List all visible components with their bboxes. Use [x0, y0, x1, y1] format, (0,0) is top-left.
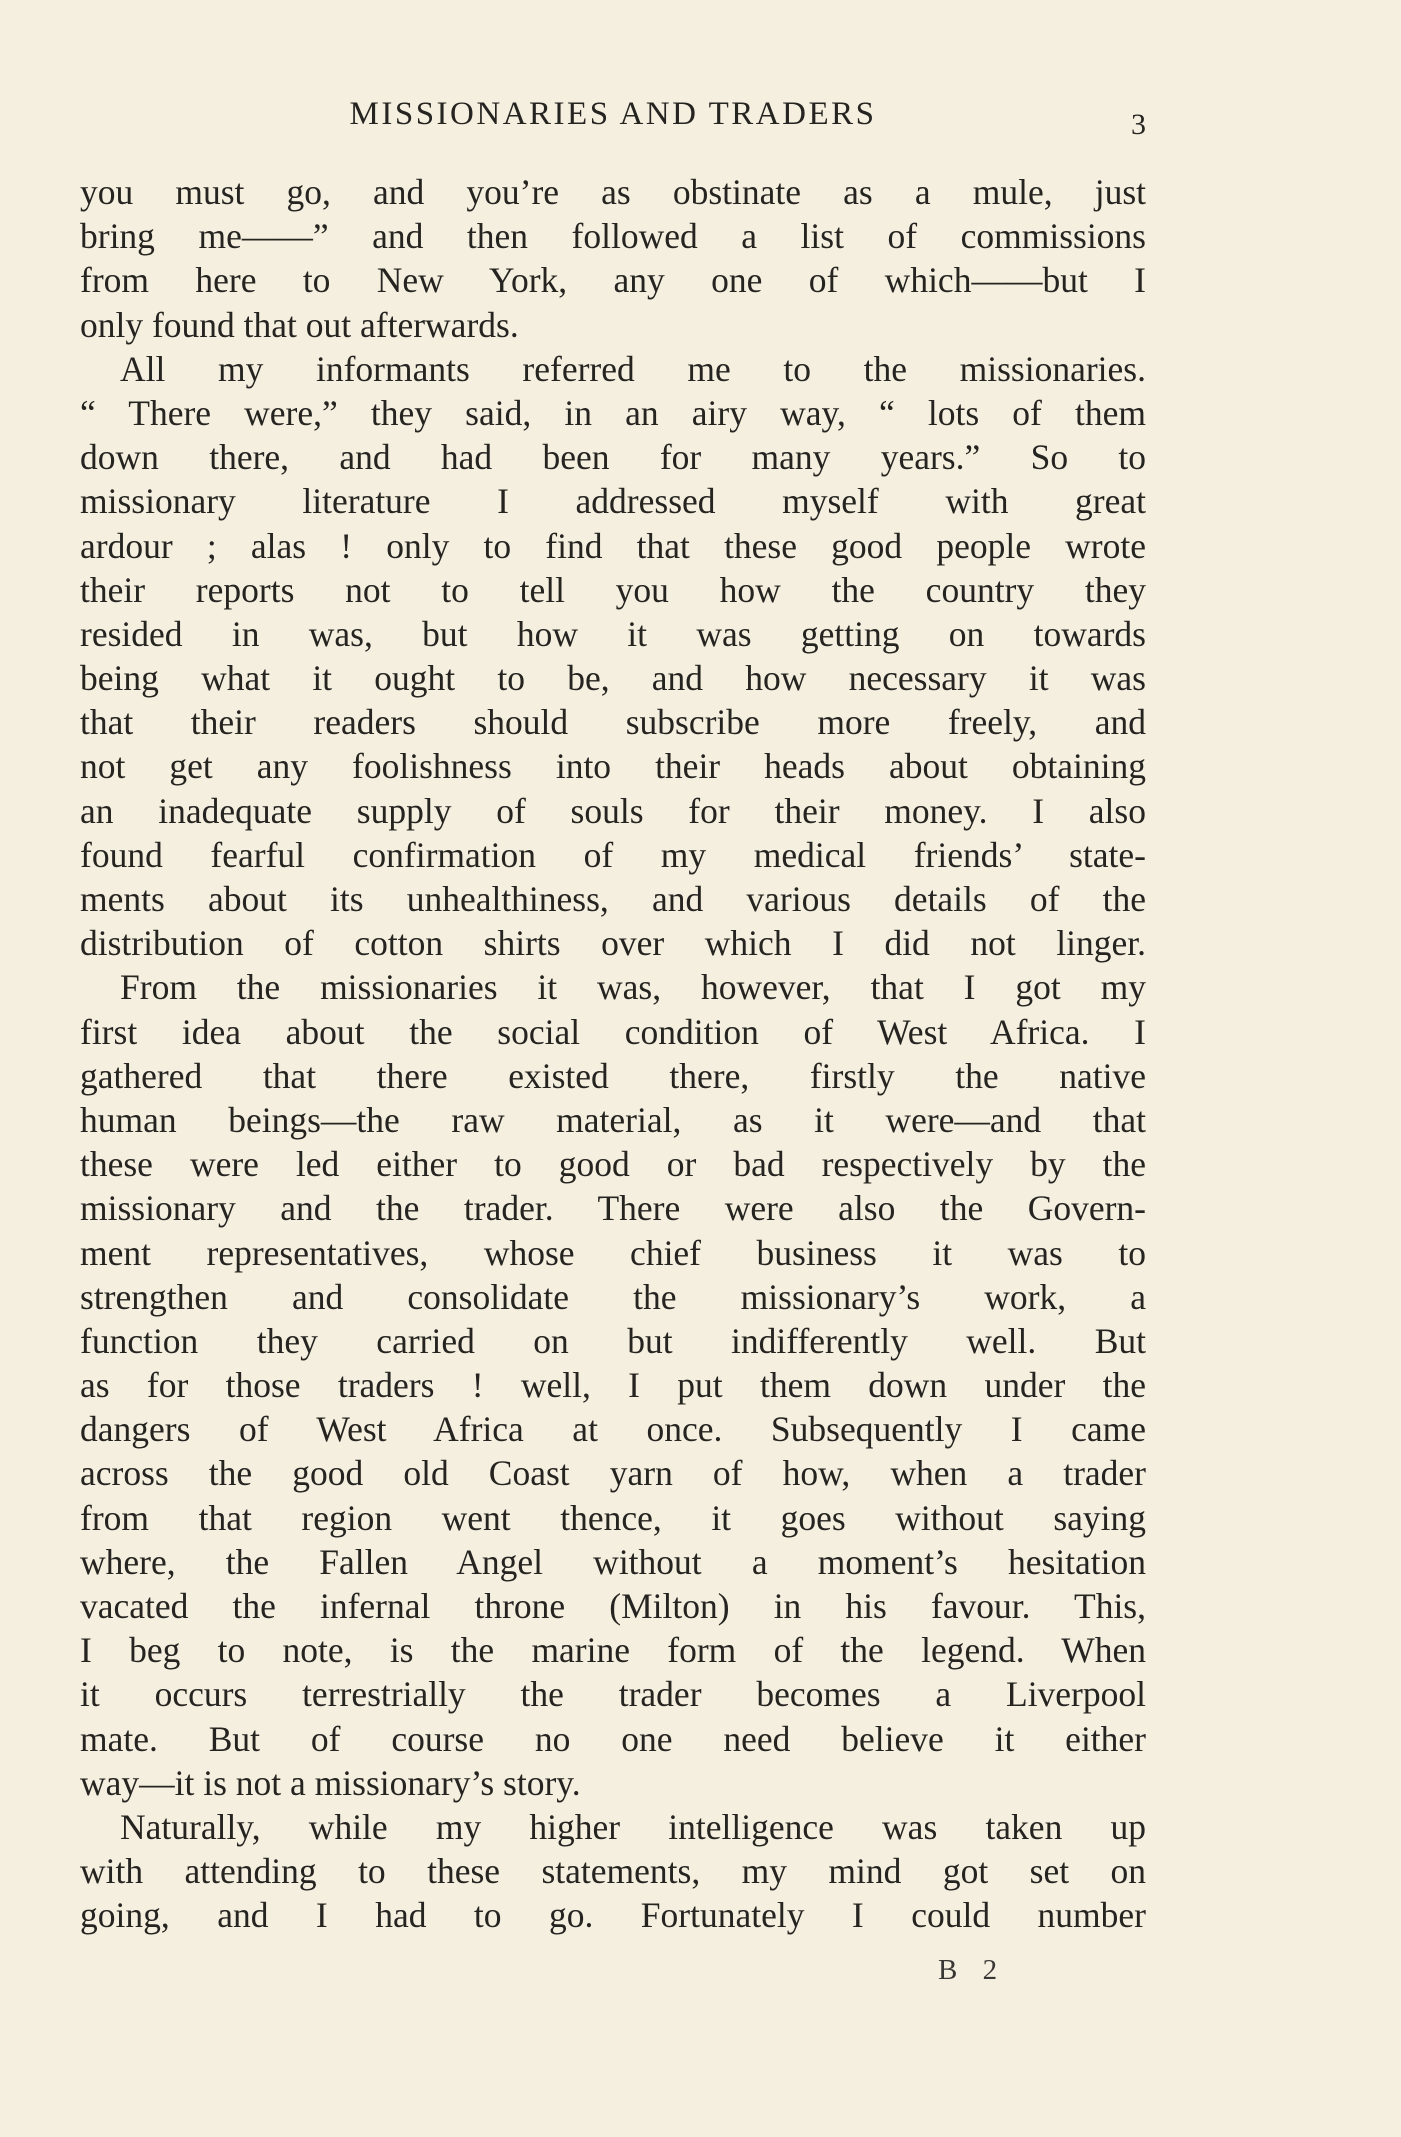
text-line: missionary literature I addressed myself with great [80, 481, 1146, 522]
running-head [80, 96, 1146, 146]
text-line: Naturally, while my higher intelligence was taken up [120, 1806, 1146, 1847]
text-line: from here to New York, any one of which——but I [80, 260, 1146, 301]
text-line: From the missionaries it was, however, that I got my [120, 967, 1146, 1008]
text-line: ment representatives, whose chief business it was to [80, 1232, 1146, 1273]
text-line: ments about its unhealthiness, and various details of the [80, 879, 1146, 919]
text-line: mate. But of course no one need believe it either [80, 1718, 1146, 1759]
body-text [80, 170, 1146, 1938]
text-line: these were led either to good or bad respectively by the [80, 1144, 1146, 1185]
text-line: that their readers should subscribe more freely, and [80, 702, 1146, 743]
text-line: from that region went thence, it goes without saying [80, 1497, 1146, 1538]
text-line: strengthen and consolidate the missionary’s work, a [80, 1276, 1146, 1317]
text-line: down there, and had been for many years.” So to [80, 437, 1146, 478]
text-line: being what it ought to be, and how necessary it was [80, 658, 1146, 699]
text-line: ardour ; alas ! only to find that these good people wrote [80, 525, 1146, 566]
text-line: vacated the infernal throne (Milton) in his favour. This, [80, 1586, 1146, 1626]
text-line: an inadequate supply of souls for their money. I also [80, 790, 1146, 831]
text-line: only found that out afterwards. [80, 304, 519, 345]
text-line: function they carried on but indifferently well. But [80, 1320, 1146, 1361]
text-line: bring me——” and then followed a list of commissions [80, 216, 1146, 257]
page-number: 3 [1131, 108, 1146, 141]
text-line: way—it is not a missionary’s story. [80, 1762, 581, 1803]
text-line: All my informants referred me to the missionaries. [120, 348, 1146, 389]
text-line: across the good old Coast yarn of how, when a trader [80, 1453, 1146, 1494]
text-line: gathered that there existed there, firstly the native [80, 1055, 1146, 1096]
text-line: found fearful confirmation of my medical friends’ state- [80, 834, 1146, 875]
text-line: resided in was, but how it was getting on towards [80, 613, 1146, 654]
text-line: “ There were,” they said, in an airy way, “ lots of them [80, 392, 1146, 433]
text-line: distribution of cotton shirts over which I did not linger. [80, 923, 1146, 964]
text-line: first idea about the social condition of West Africa. I [80, 1011, 1146, 1052]
text-line: human beings—the raw material, as it were—and that [80, 1099, 1146, 1140]
running-title: MISSIONARIES AND TRADERS [349, 96, 877, 132]
signature-mark: B 2 [938, 1954, 1007, 1986]
text-line: I beg to note, is the marine form of the legend. When [80, 1630, 1146, 1671]
text-line: with attending to these statements, my mind got set on [80, 1851, 1146, 1892]
text-line: as for those traders ! well, I put them down under the [80, 1365, 1146, 1406]
text-line: their reports not to tell you how the country they [80, 569, 1146, 610]
text-line: it occurs terrestrially the trader becomes a Liverpool [80, 1674, 1146, 1715]
text-line: where, the Fallen Angel without a moment’s hesitation [80, 1541, 1146, 1582]
text-line: going, and I had to go. Fortunately I could number [80, 1895, 1146, 1936]
text-line: not get any foolishness into their heads about obtaining [80, 746, 1146, 787]
text-line: dangers of West Africa at once. Subsequently I came [80, 1409, 1146, 1450]
text-line: missionary and the trader. There were also the Govern- [80, 1188, 1146, 1229]
text-line: you must go, and you’re as obstinate as a mule, just [80, 172, 1146, 212]
